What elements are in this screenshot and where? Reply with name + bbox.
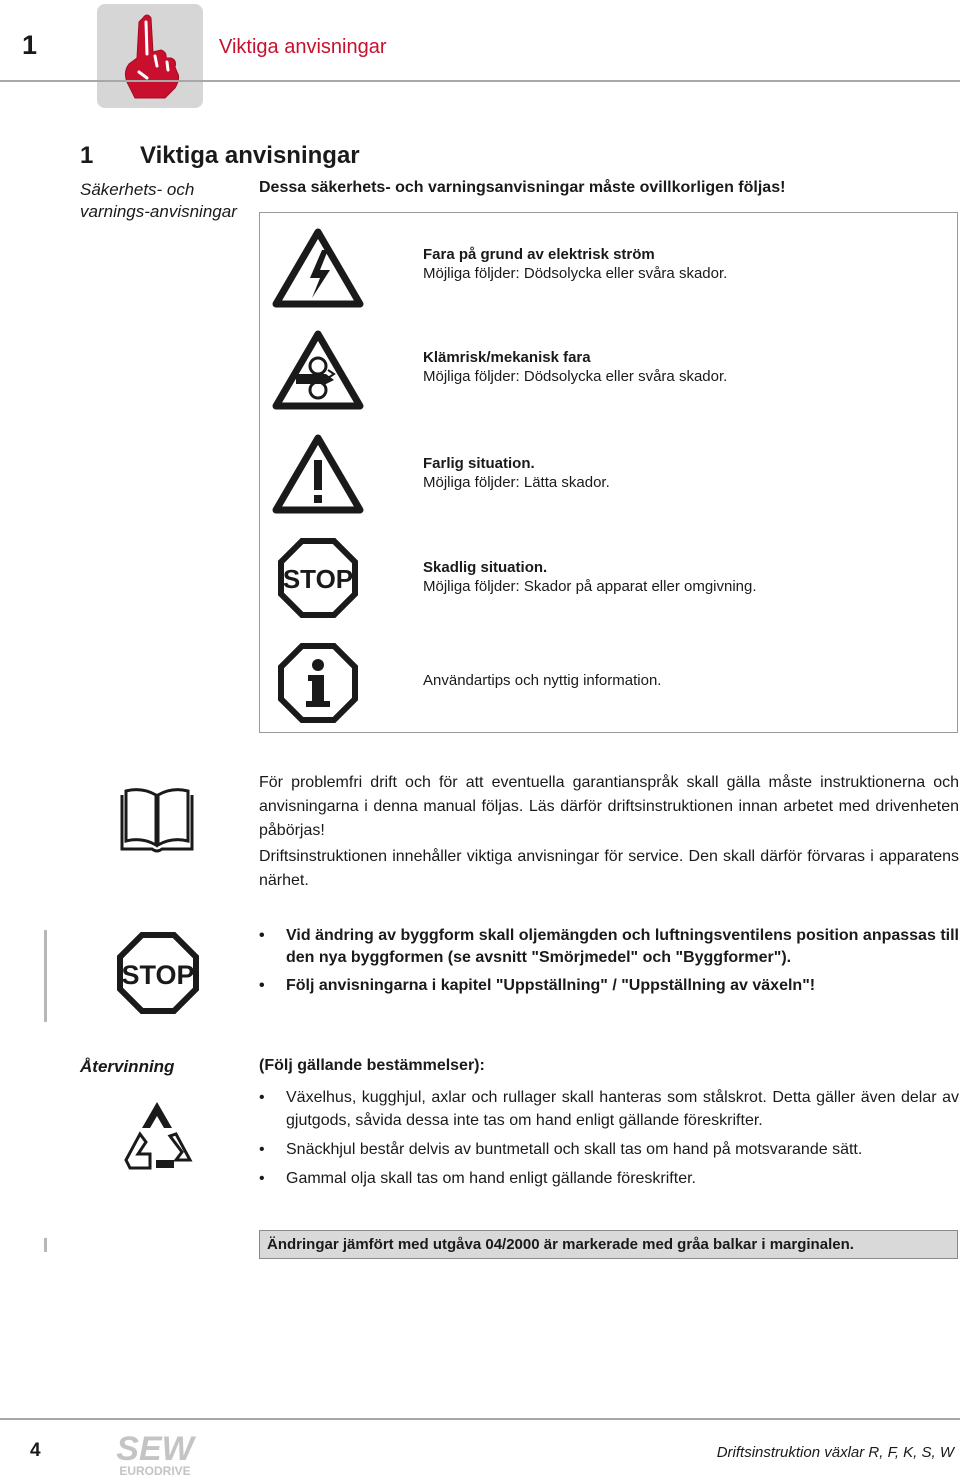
warning-stop-title: Skadlig situation.: [423, 559, 548, 576]
list-item: • Gammal olja skall tas om hand enligt gällande föreskrifter.: [259, 1167, 959, 1190]
logo-bottom: EURODRIVE: [119, 1464, 191, 1478]
warning-stop-text: Möjliga följder: Skador på apparat eller omgivning.: [423, 578, 757, 595]
info-icon: [278, 643, 358, 723]
recycling-icon: [120, 1098, 194, 1172]
warning-general-text: Möjliga följder: Lätta skador.: [423, 474, 610, 491]
stop-sign-text: STOP: [121, 960, 195, 990]
recycling-list: [259, 1086, 959, 1196]
crush-hazard-icon: [272, 330, 364, 410]
warning-crush-text: Möjliga följder: Dödsolycka eller svåra skador.: [423, 368, 728, 385]
warning-exclamation-icon: [272, 434, 364, 514]
warning-stop: [423, 558, 757, 596]
warning-info: [423, 671, 661, 690]
chapter-number: 1: [22, 30, 38, 60]
margin-label-recycling: Återvinning: [80, 1057, 175, 1076]
page-number: 4: [30, 1440, 41, 1461]
change-bar: [44, 930, 47, 1022]
sew-eurodrive-logo: [100, 1430, 210, 1478]
safety-intro: Dessa säkerhets- och varningsanvisningar måste ovillkorligen följas!: [259, 179, 786, 196]
margin-label-safety: Säkerhets- och varnings-anvisningar: [80, 180, 237, 221]
logo-top: SEW: [116, 1430, 194, 1468]
header-rule: [0, 80, 960, 82]
section-title: [80, 142, 360, 170]
footer-rule: [0, 1418, 960, 1420]
warning-info-text: Användartips och nyttig information.: [423, 672, 662, 689]
stop-sign-icon: [117, 932, 199, 1014]
book-icon: [118, 787, 196, 855]
footer-doc-title: Driftsinstruktion växlar R, F, K, S, W: [716, 1444, 954, 1461]
warning-crush: [423, 348, 727, 386]
warning-general-title: Farlig situation.: [423, 455, 535, 472]
manual-note-paragraph-1: För problemfri drift och för att eventuella garantianspråk skall gälla måste instruktionerna och anvisningarna i denna manual följas. Läs därför driftsinstruktionen innan arbetet med drivenheten påbörjas!: [259, 774, 959, 839]
warning-electric-text: Möjliga följder: Dödsolycka eller svåra skador.: [423, 265, 728, 282]
electric-hazard-icon: [272, 228, 364, 308]
stop-sign-text: STOP: [282, 564, 354, 594]
warning-electric-title: Fara på grund av elektrisk ström: [423, 246, 655, 263]
manual-note-paragraph-2: Driftsinstruktionen innehåller viktiga anvisningar för service. Den skall därför förvaras i apparatens närhet.: [259, 848, 959, 889]
change-bar: [44, 1238, 47, 1252]
list-item: • Snäckhjul består delvis av buntmetall och skall tas om hand på motsvarande sätt.: [259, 1138, 959, 1161]
changes-note: Ändringar jämfört med utgåva 04/2000 är markerade med gråa balkar i marginalen.: [259, 1230, 958, 1259]
warning-general: [423, 454, 610, 492]
list-item: • Växelhus, kugghjul, axlar och rullager skall hanteras som stålskrot. Detta gäller även delar av gjutgods, såvida dessa inte tas om hand enligt gällande föreskrifter.: [259, 1086, 959, 1132]
chapter-icon-box: [97, 4, 203, 108]
section-title-text: Viktiga anvisningar: [140, 142, 360, 169]
stop-sign-icon: [278, 538, 358, 618]
stop-note-list: [259, 925, 959, 1003]
pointing-hand-icon: [117, 12, 183, 102]
header-title: Viktiga anvisningar: [219, 36, 387, 58]
warning-electric: [423, 245, 727, 283]
list-item: • Vid ändring av byggform skall oljemängden och luftningsventilens position anpassas till den nya byggformen (se avsnitt "Smörjmedel" och "Byggformer").: [259, 925, 959, 969]
section-number: 1: [80, 142, 94, 169]
list-item: • Följ anvisningarna i kapitel "Uppställning" / "Uppställning av växeln"!: [259, 975, 959, 997]
warning-crush-title: Klämrisk/mekanisk fara: [423, 349, 591, 366]
recycling-heading: (Följ gällande bestämmelser):: [259, 1057, 485, 1074]
